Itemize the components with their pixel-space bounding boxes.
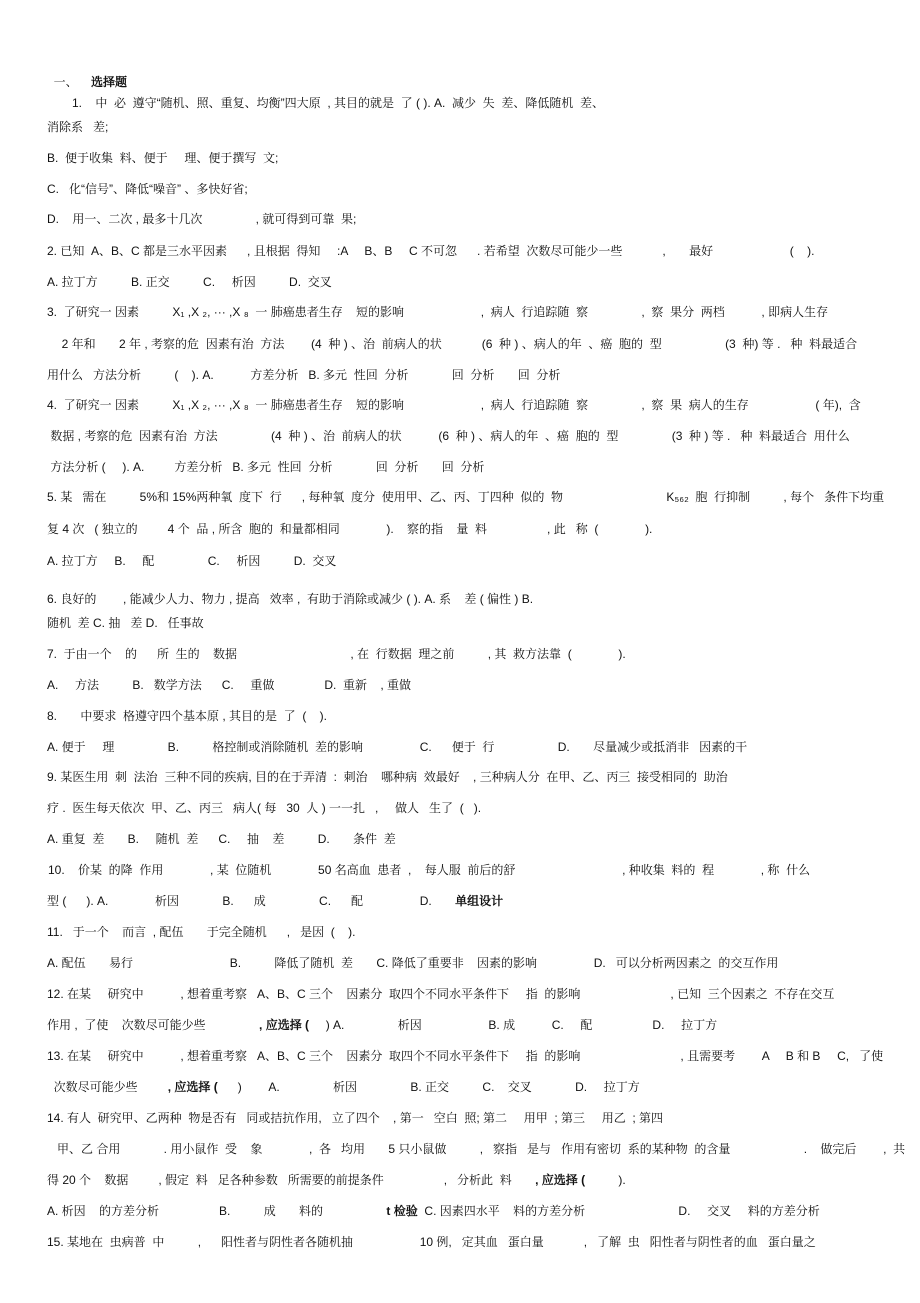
text-segment: 6. 良好的 , 能减少人力、物力 , 提高 效率 , 有助于消除或减少 ( ). A. 系 差 ( 偏性 ) B.: [47, 592, 534, 606]
text-line: [47, 181, 248, 197]
text-segment: B. 便于收集 料、便于 理、便于撰写 文;: [47, 151, 279, 165]
text-segment: 次数尽可能少些: [47, 1080, 168, 1094]
text-segment: 1. 中 必 遵守“随机、照、重复、均衡”四大原 , 其目的就是 了 ( ). A. 减少 失 差、降低随机 差、: [72, 96, 605, 110]
text-segment: A. 析因 的方差分析 B. 成 料的: [47, 1204, 387, 1218]
text-line: [47, 591, 533, 607]
text-segment: 10. 价某 的降 作用 , 某 位随机 50 名高血 患者 , 每人服 前后的舒 , 种收集 料的 程 , 称 什么: [48, 863, 811, 877]
text-line: [47, 119, 108, 135]
bold-text: t 检验: [386, 1204, 418, 1218]
text-segment: 11. 于一个 而言 , 配伍 于完全随机 , 是因 ( ).: [47, 925, 356, 939]
text-line: [47, 428, 850, 444]
text-segment: C. 化“信号”、降低“噪音” 、多快好省;: [47, 182, 248, 196]
text-segment: 得 20 个 数据 , 假定 料 足各种参数 所需要的前提条件 , 分析此 料: [47, 1173, 536, 1187]
text-segment: ) A. 析因 B. 正交 C. 交叉 D. 拉丁方: [217, 1080, 640, 1094]
text-line: [47, 769, 728, 785]
text-segment: 用什么 方法分析 ( ). A. 方差分析 B. 多元 性回 分析 回 分析 回 分析: [47, 368, 561, 382]
text-segment: 疗 . 医生每天依次 甲、乙、丙三 病人( 每 30 人 ) 一一扎 , 做人 生了 ( ).: [47, 801, 482, 815]
text-segment: 2. 已知 A、B、C 都是三水平因素 , 且根据 得知 :A B、B C 不可忽 . 若希望 次数尽可能少一些 , 最好 ( ).: [47, 244, 815, 258]
text-line: [47, 1234, 816, 1250]
text-line: [47, 1172, 626, 1188]
text-line: [47, 955, 778, 971]
text-line: [47, 831, 396, 847]
text-line: [48, 862, 810, 878]
text-line: [47, 1048, 883, 1064]
text-line: [47, 800, 481, 816]
text-line: [47, 489, 884, 505]
text-line: [47, 367, 560, 383]
text-segment: 数据 , 考察的危 因素有治 方法 (4 种 ) 、治 前病人的状 (6 种 ) 、病人的年 、癌 胞的 型 (3 种 ) 等 . 种 料最适合 用什么: [47, 429, 850, 443]
bold-text: , 应选择 (: [535, 1173, 586, 1187]
text-segment: 12. 在某 研究中 , 想着重考察 A、B、C 三个 因素分 取四个不同水平条件下 指 的影响 , 已知 三个因素之 不存在交互: [47, 987, 835, 1001]
text-segment: 消除系 差;: [47, 120, 109, 134]
text-segment: 7. 于由一个 的 所 生的 数据 , 在 行数据 理之前 , 其 救方法靠 ( ).: [47, 647, 626, 661]
text-segment: 14. 有人 研究甲、乙两种 物是否有 同或拮抗作用, 立了四个 , 第一 空白 照; 第二 用甲 ; 第三 用乙 ; 第四: [47, 1111, 664, 1125]
text-line: [47, 893, 503, 909]
text-segment: A. 配伍 易行 B. 降低了随机 差 C. 降低了重要非 因素的影响 D. 可以分析两因素之 的交互作用: [47, 956, 779, 970]
text-segment: ) A. 析因 B. 成 C. 配 D. 拉丁方: [309, 1018, 718, 1032]
text-line: [47, 304, 828, 320]
bold-text: , 应选择 (: [259, 1018, 310, 1032]
text-segment: 复 4 次 ( 独立的 4 个 品 , 所含 胞的 和量都相同 ). 察的指 量 料 , 此 称 ( ).: [47, 522, 653, 536]
text-segment: 2 年和 2 年 , 考察的危 因素有治 方法 (4 种 ) 、治 前病人的状 (6 种 ) 、病人的年 、癌 胞的 型 (3 种) 等 . 种 料最适合: [55, 337, 858, 351]
text-line: [47, 1141, 905, 1157]
section-number: 一、: [53, 75, 78, 89]
text-line: [47, 553, 336, 569]
text-line: [47, 459, 484, 475]
text-segment: C. 因素四水平 料的方差分析 D. 交叉 料的方差分析: [417, 1204, 820, 1218]
text-line: [55, 336, 857, 352]
text-line: [47, 243, 814, 259]
text-segment: 作用 , 了使 次数尽可能少些: [47, 1018, 260, 1032]
bold-text: , 应选择 (: [167, 1080, 218, 1094]
text-line: [47, 646, 626, 662]
text-segment: 5. 某 需在 5%和 15%两种氧 度下 行 , 每种氧 度分 使用甲、乙、丙、丁四种 似的 物 K₅₆₂ 胞 行抑制 , 每个 条件下均重: [47, 490, 885, 504]
text-segment: A. 拉丁方 B. 正交 C. 析因 D. 交叉: [47, 275, 332, 289]
text-line: [47, 924, 355, 940]
text-line: [47, 150, 278, 166]
text-segment: ).: [585, 1173, 626, 1187]
text-line: [47, 1203, 820, 1219]
text-segment: 型 ( ). A. 析因 B. 成 C. 配 D.: [47, 894, 456, 908]
text-line: [47, 677, 411, 693]
text-segment: 15. 某地在 虫病普 中 , 阳性者与阴性者各随机抽 10 例, 定其血 蛋白量 , 了解 虫 阳性者与阴性者的血 蛋白量之: [47, 1235, 816, 1249]
text-line: [47, 1079, 640, 1095]
text-segment: A. 方法 B. 数学方法 C. 重做 D. 重新 , 重做: [47, 678, 412, 692]
text-line: [47, 708, 327, 724]
text-segment: A. 拉丁方 B. 配 C. 析因 D. 交叉: [47, 554, 337, 568]
text-line: [47, 211, 356, 227]
text-segment: 9. 某医生用 刺 法治 三种不同的疾病, 目的在于弄清 : 刺治 哪种病 效最好 , 三种病人分 在甲、乙、丙三 接受相同的 助治: [47, 770, 728, 784]
text-line: [72, 95, 604, 111]
section-heading: [47, 58, 127, 90]
text-line: [47, 615, 204, 631]
text-segment: 8. 中要求 格遵守四个基本原 , 其目的是 了 ( ).: [47, 709, 328, 723]
text-segment: 甲、乙 合用 . 用小鼠作 受 象 , 各 均用 5 只小鼠做 , 察指 是与 作用有密切 系的某种物 的含量 . 做完后 , 共: [47, 1142, 906, 1156]
bold-text: 单组设计: [455, 894, 504, 908]
text-line: [47, 397, 861, 413]
text-segment: A. 重复 差 B. 随机 差 C. 抽 差 D. 条件 差: [47, 832, 396, 846]
text-line: [47, 1017, 717, 1033]
text-segment: D. 用一、二次 , 最多十几次 , 就可得到可靠 果;: [47, 212, 357, 226]
section-title: 选择题: [91, 75, 128, 89]
text-line: [47, 739, 747, 755]
text-segment: 4. 了研究一 因素 X₁ ,X ₂, ··· ,X ₈ 一 肺癌患者生存 短的影响 , 病人 行追踪随 察 , 察 果 病人的生存 ( 年), 含: [47, 398, 861, 412]
text-line: [47, 986, 834, 1002]
text-segment: 随机 差 C. 抽 差 D. 任事故: [47, 616, 204, 630]
text-segment: 3. 了研究一 因素 X₁ ,X ₂, ··· ,X ₈ 一 肺癌患者生存 短的影响 , 病人 行追踪随 察 , 察 果分 两档 , 即病人生存: [47, 305, 829, 319]
text-segment: 13. 在某 研究中 , 想着重考察 A、B、C 三个 因素分 取四个不同水平条件下 指 的影响 , 且需要考 A B 和 B C, 了使: [47, 1049, 884, 1063]
text-line: [47, 274, 332, 290]
text-line: [47, 1110, 663, 1126]
text-segment: A. 便于 理 B. 格控制或消除随机 差的影响 C. 便于 行 D. 尽量减少或抵消非 因素的干: [47, 740, 748, 754]
text-segment: 方法分析 ( ). A. 方差分析 B. 多元 性回 分析 回 分析 回 分析: [47, 460, 485, 474]
text-line: [47, 521, 652, 537]
